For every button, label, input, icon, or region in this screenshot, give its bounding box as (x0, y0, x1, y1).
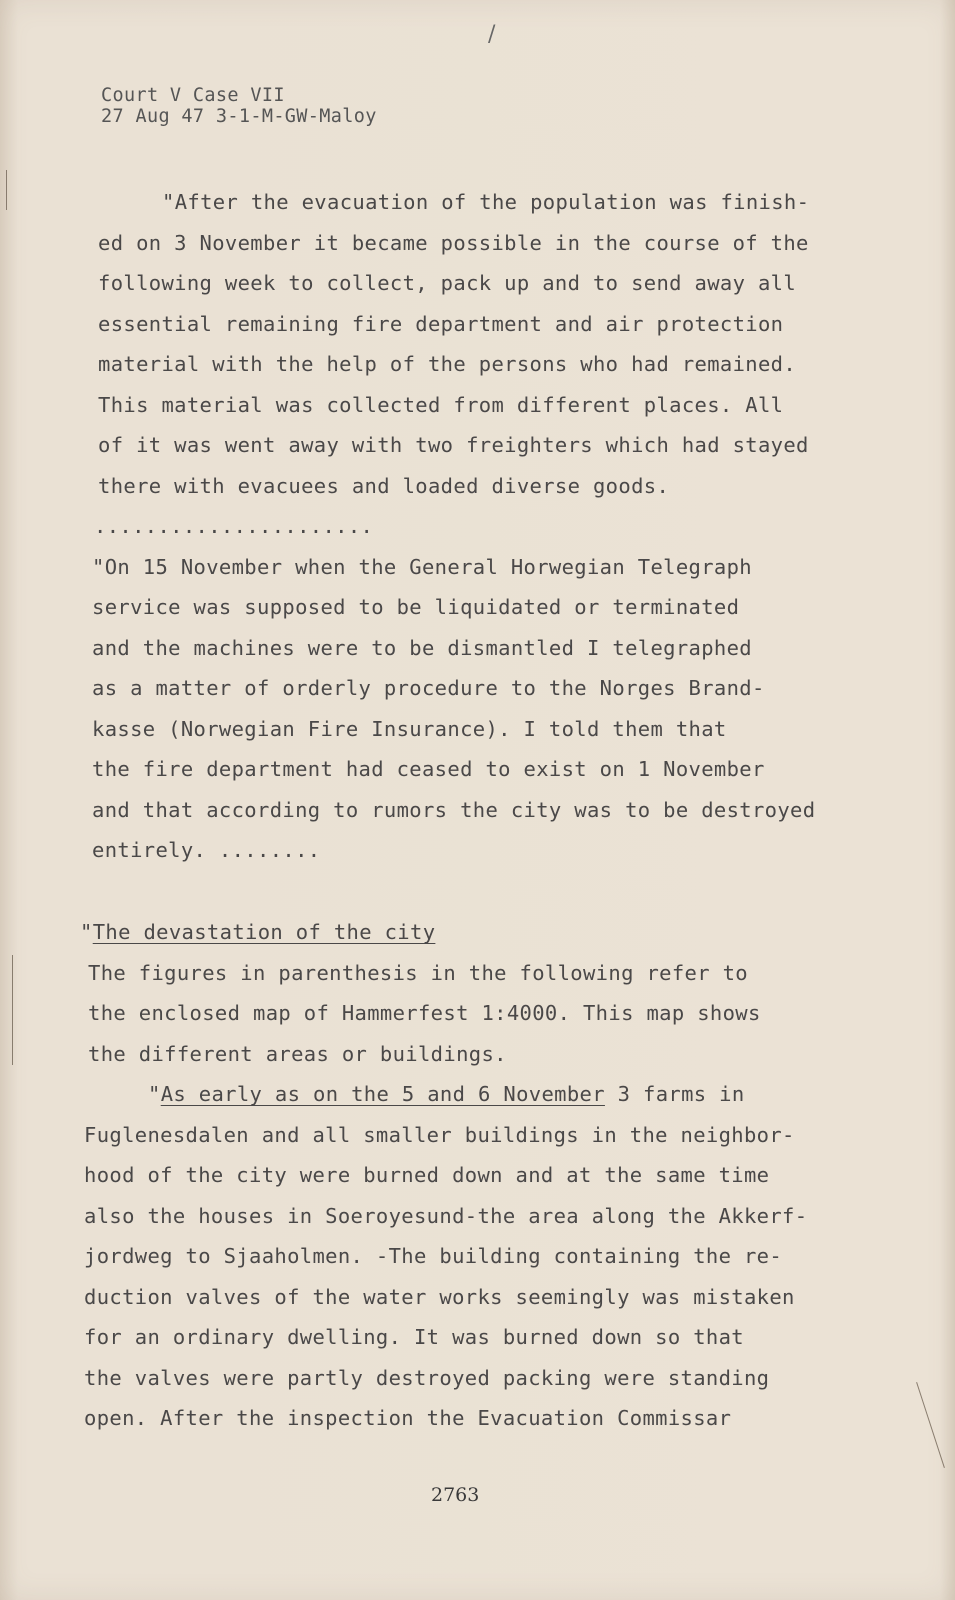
paragraph-2-line: and the machines were to be dismantled I telegraphed (92, 636, 752, 660)
paragraph-3-line: for an ordinary dwelling. It was burned down so that (84, 1325, 744, 1349)
paragraph-2-line: and that according to rumors the city was to be destroyed (92, 798, 816, 822)
paragraph-1-line: "After the evacuation of the population was finish- (162, 190, 810, 214)
paragraph-3-quote: " (148, 1082, 161, 1106)
paragraph-3-line: jordweg to Sjaaholmen. -The building containing the re- (84, 1244, 783, 1268)
header-date-ref: 27 Aug 47 3-1-M-GW-Maloy (101, 106, 377, 127)
paragraph-2-line: kasse (Norwegian Fire Insurance). I told them that (92, 717, 727, 741)
section-intro-line: the different areas or buildings. (88, 1042, 507, 1066)
paragraph-1-line: of it was went away with two freighters which had stayed (98, 433, 809, 457)
margin-mark (916, 1382, 945, 1468)
paragraph-3-first-rest: 3 farms in (604, 1082, 745, 1106)
paragraph-1-line: there with evacuees and loaded diverse goods. (98, 474, 670, 498)
paragraph-1-line: following week to collect, pack up and to send away all (98, 271, 797, 295)
paragraph-3-line: hood of the city were burned down and at the same time (84, 1163, 770, 1187)
paragraph-1-line: essential remaining fire department and air protection (98, 312, 784, 336)
margin-mark (6, 170, 7, 210)
paragraph-1-line: ed on 3 November it became possible in the course of the (98, 231, 809, 255)
section-heading (80, 922, 435, 943)
paragraph-1-line: This material was collected from different places. All (98, 393, 784, 417)
heading-text: The devastation of the city (92, 920, 436, 944)
margin-mark (12, 955, 13, 1065)
heading-quote-mark: " (80, 920, 93, 944)
header-court-case: Court V Case VII (101, 85, 285, 106)
paragraph-3-line: open. After the inspection the Evacuation Commissar (84, 1406, 732, 1430)
paragraph-3-line: duction valves of the water works seemingly was mistaken (84, 1285, 795, 1309)
section-intro-line: The figures in parenthesis in the following refer to (88, 961, 748, 985)
paragraph-3-line: also the houses in Soeroyesund-the area along the Akkerf- (84, 1204, 808, 1228)
paragraph-3-first-line (148, 1084, 745, 1105)
paragraph-2-line: "On 15 November when the General Horwegian Telegraph (92, 555, 752, 579)
paragraph-2-line: as a matter of orderly procedure to the Norges Brand- (92, 676, 765, 700)
top-mark: / (488, 22, 496, 47)
paragraph-2-line: the fire department had ceased to exist on 1 November (92, 757, 765, 781)
paragraph-2-line: service was supposed to be liquidated or terminated (92, 595, 740, 619)
paragraph-3-line: Fuglenesdalen and all smaller buildings in the neighbor- (84, 1123, 795, 1147)
paragraph-3-underlined: As early as on the 5 and 6 November (160, 1082, 605, 1106)
paragraph-1-line: material with the help of the persons who had remained. (98, 352, 797, 376)
paragraph-2-line: entirely. ........ (92, 838, 321, 862)
page-number: 2763 (431, 1484, 480, 1506)
paragraph-3-line: the valves were partly destroyed packing were standing (84, 1366, 770, 1390)
section-intro-line: the enclosed map of Hammerfest 1:4000. This map shows (88, 1001, 761, 1025)
ellipsis-dots: ...................... (94, 514, 374, 538)
